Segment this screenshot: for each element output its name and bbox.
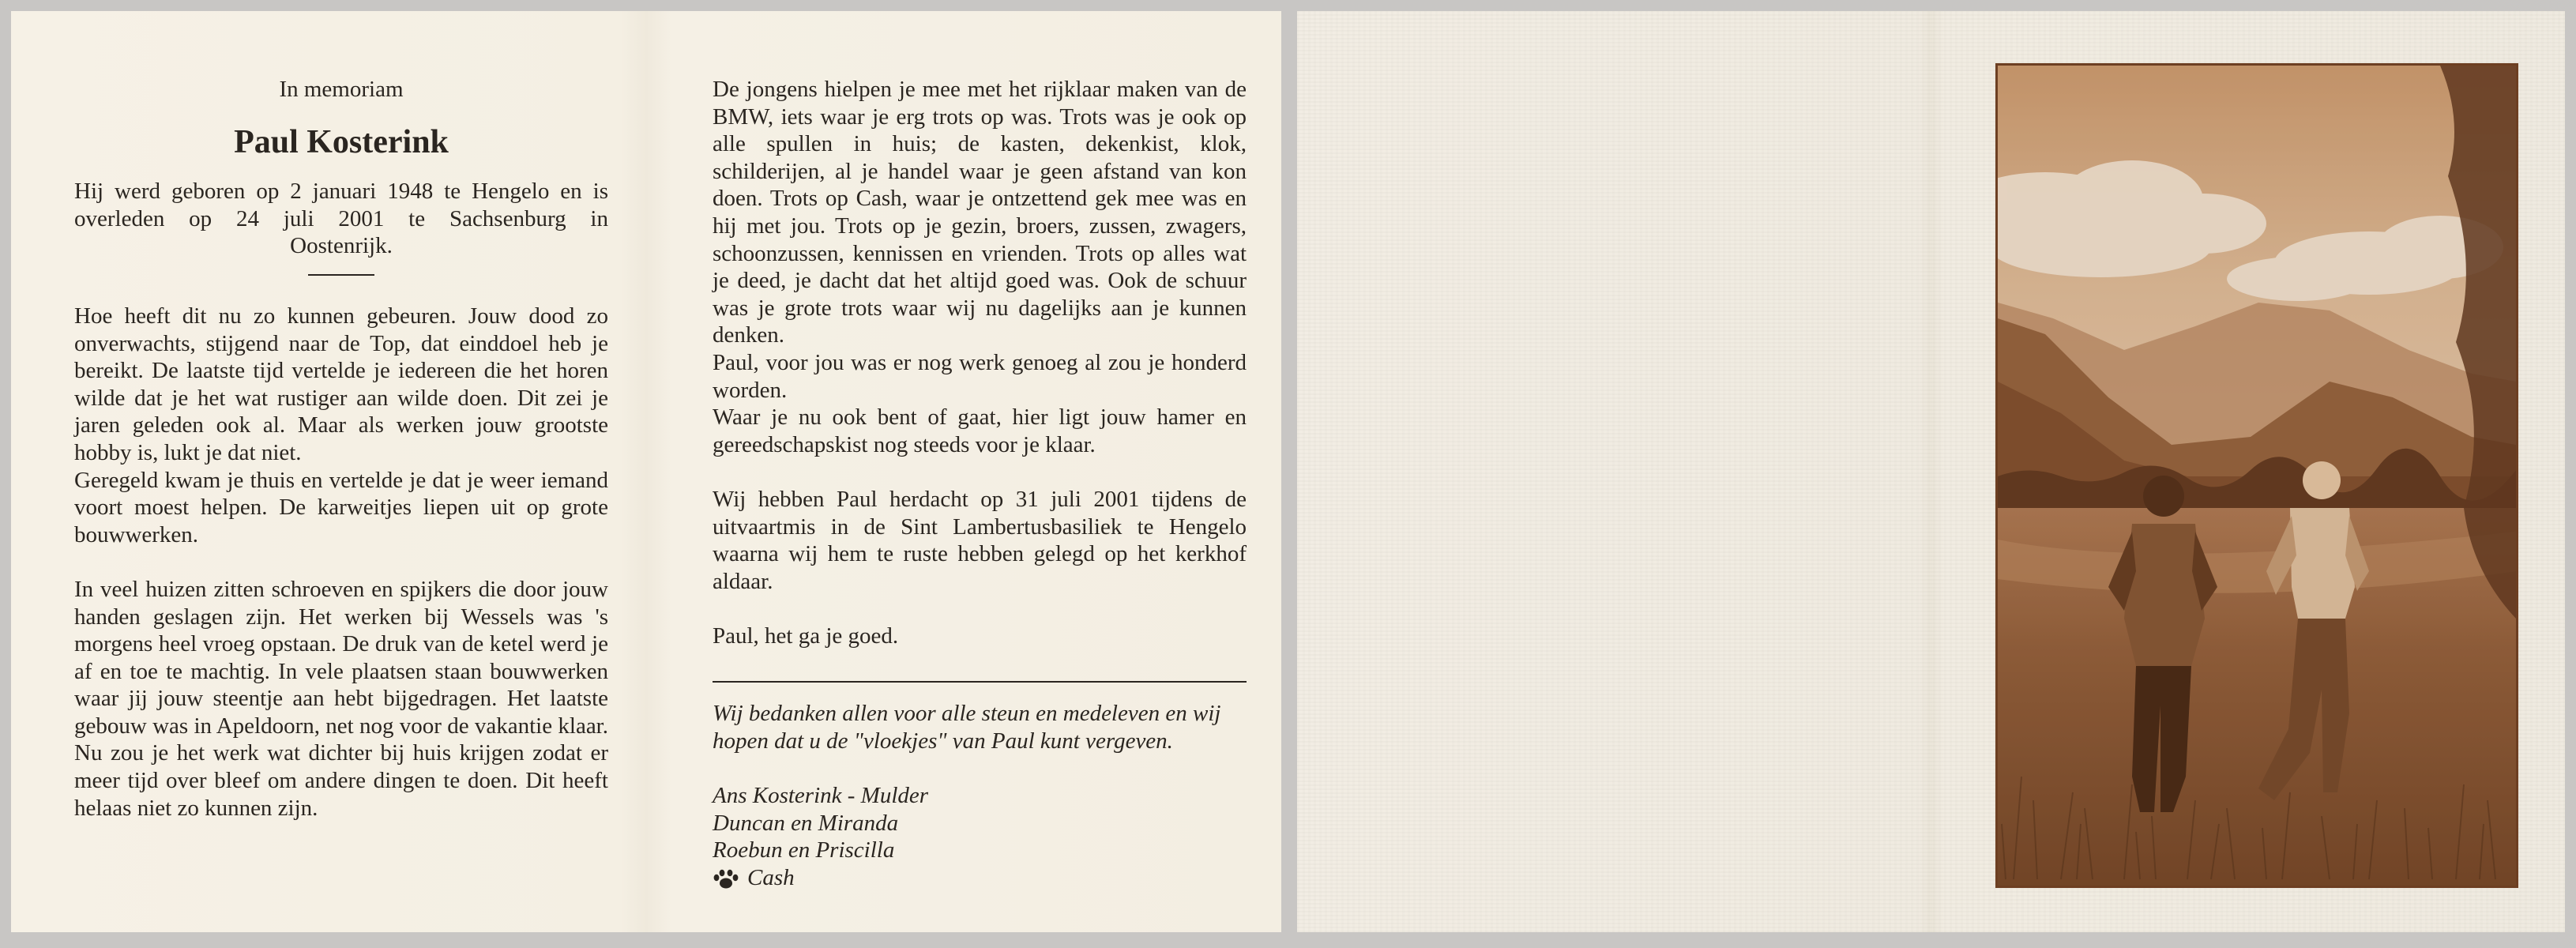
in-memoriam-heading: In memoriam — [279, 77, 404, 102]
funeral-service-text: Wij hebben Paul herdacht op 31 juli 2001 tijdens de uitvaartmis in de Sint Lambertusbasiliek te Hengelo waarna wij hem te ruste hebben gelegd op het kerkhof aldaar. — [713, 486, 1247, 594]
paragraph-4: De jongens hielpen je mee met het rijklaar maken van de BMW, iets waar je erg trots op was. Trots was je ook op alle spullen in huis; de kasten, dekenkist, klok, schilderijen, al je handel waar je geen afstand van kon doen. Trots op Cash, waar je ontzettend gek mee was en hij met jou. Trots op je gezin, broers, zussen, zwagers, schoonzussen, kennissen en vrienden. Trots op alles wat je deed, je dacht dat het altijd goed was. Ook de schuur was je grote trots waar wij nu dagelijks aan je kunnen denken. — [713, 77, 1247, 348]
long-divider — [713, 681, 1247, 683]
memorial-photo — [1995, 63, 2518, 888]
signature-1: Ans Kosterink - Mulder — [713, 783, 929, 809]
short-divider — [308, 274, 374, 276]
birth-line-3: Oostenrijk. — [290, 233, 393, 259]
paragraph-6: Waar je nu ook bent of gaat, hier ligt jouw hamer en gereedschapskist nog steeds voor je klaar. — [713, 404, 1247, 457]
pet-name: Cash — [747, 865, 795, 891]
paragraph-5: Paul, voor jou was er nog werk genoeg al zou je honderd worden. — [713, 349, 1247, 403]
signature-3: Roebun en Priscilla — [713, 837, 895, 863]
thanks-text: Wij bedanken allen voor alle steun en medeleven en wij hopen dat u de "vloekjes" van Paul kunt vergeven. — [713, 701, 1221, 754]
signature-pet — [713, 864, 1247, 892]
paw-print-icon — [713, 869, 739, 890]
birth-line-2: overleden op 24 juli 2001 te Sachsenburg in — [74, 205, 608, 231]
left-text-column — [74, 76, 608, 822]
paragraph-2: Geregeld kwam je thuis en vertelde je dat je weer iemand voort moest helpen. De karweitjes liepen uit op grote bouwwerken. — [74, 467, 608, 547]
signature-2: Duncan en Miranda — [713, 810, 899, 836]
birth-line-1: Hij werd geboren op 2 januari 1948 te Hengelo en is — [74, 179, 608, 205]
farewell-text: Paul, het ga je goed. — [713, 623, 899, 649]
two-men-in-mountain-meadow-photo — [1998, 66, 2516, 886]
memorial-card-text-spread — [11, 11, 1281, 932]
right-text-column — [713, 76, 1247, 892]
paragraph-3: In veel huizen zitten schroeven en spijkers die door jouw handen geslagen zijn. Het werken bij Wessels was 's morgens heel vroeg opstaan. De druk van de ketel werd je af en toe te machtig. In vele plaatsen staan bouwwerken waar jij jouw steentje aan hebt bijgedragen. Het laatste gebouw was in Apeldoorn, net nog voor de vakantie klaar. Nu zou je het werk wat dichter bij huis krijgen zodat er meer tijd over bleef om andere dingen te doen. Dit heeft helaas niet zo kunnen zijn. — [74, 576, 608, 821]
memorial-card-photo-spread — [1297, 11, 2565, 932]
birth-death-details — [74, 178, 608, 260]
deceased-name: Paul Kosterink — [234, 123, 449, 160]
paragraph-1: Hoe heeft dit nu zo kunnen gebeuren. Jouw dood zo onverwachts, stijgend naar de Top, dat einddoel heb je bereikt. De laatste tijd vertelde je iedereen die het horen wilde dat je het wat rustiger aan wilde doen. Dit zei je jaren geleden ook al. Maar als werken jouw grootste hobby is, lukt je dat niet. — [74, 303, 608, 465]
